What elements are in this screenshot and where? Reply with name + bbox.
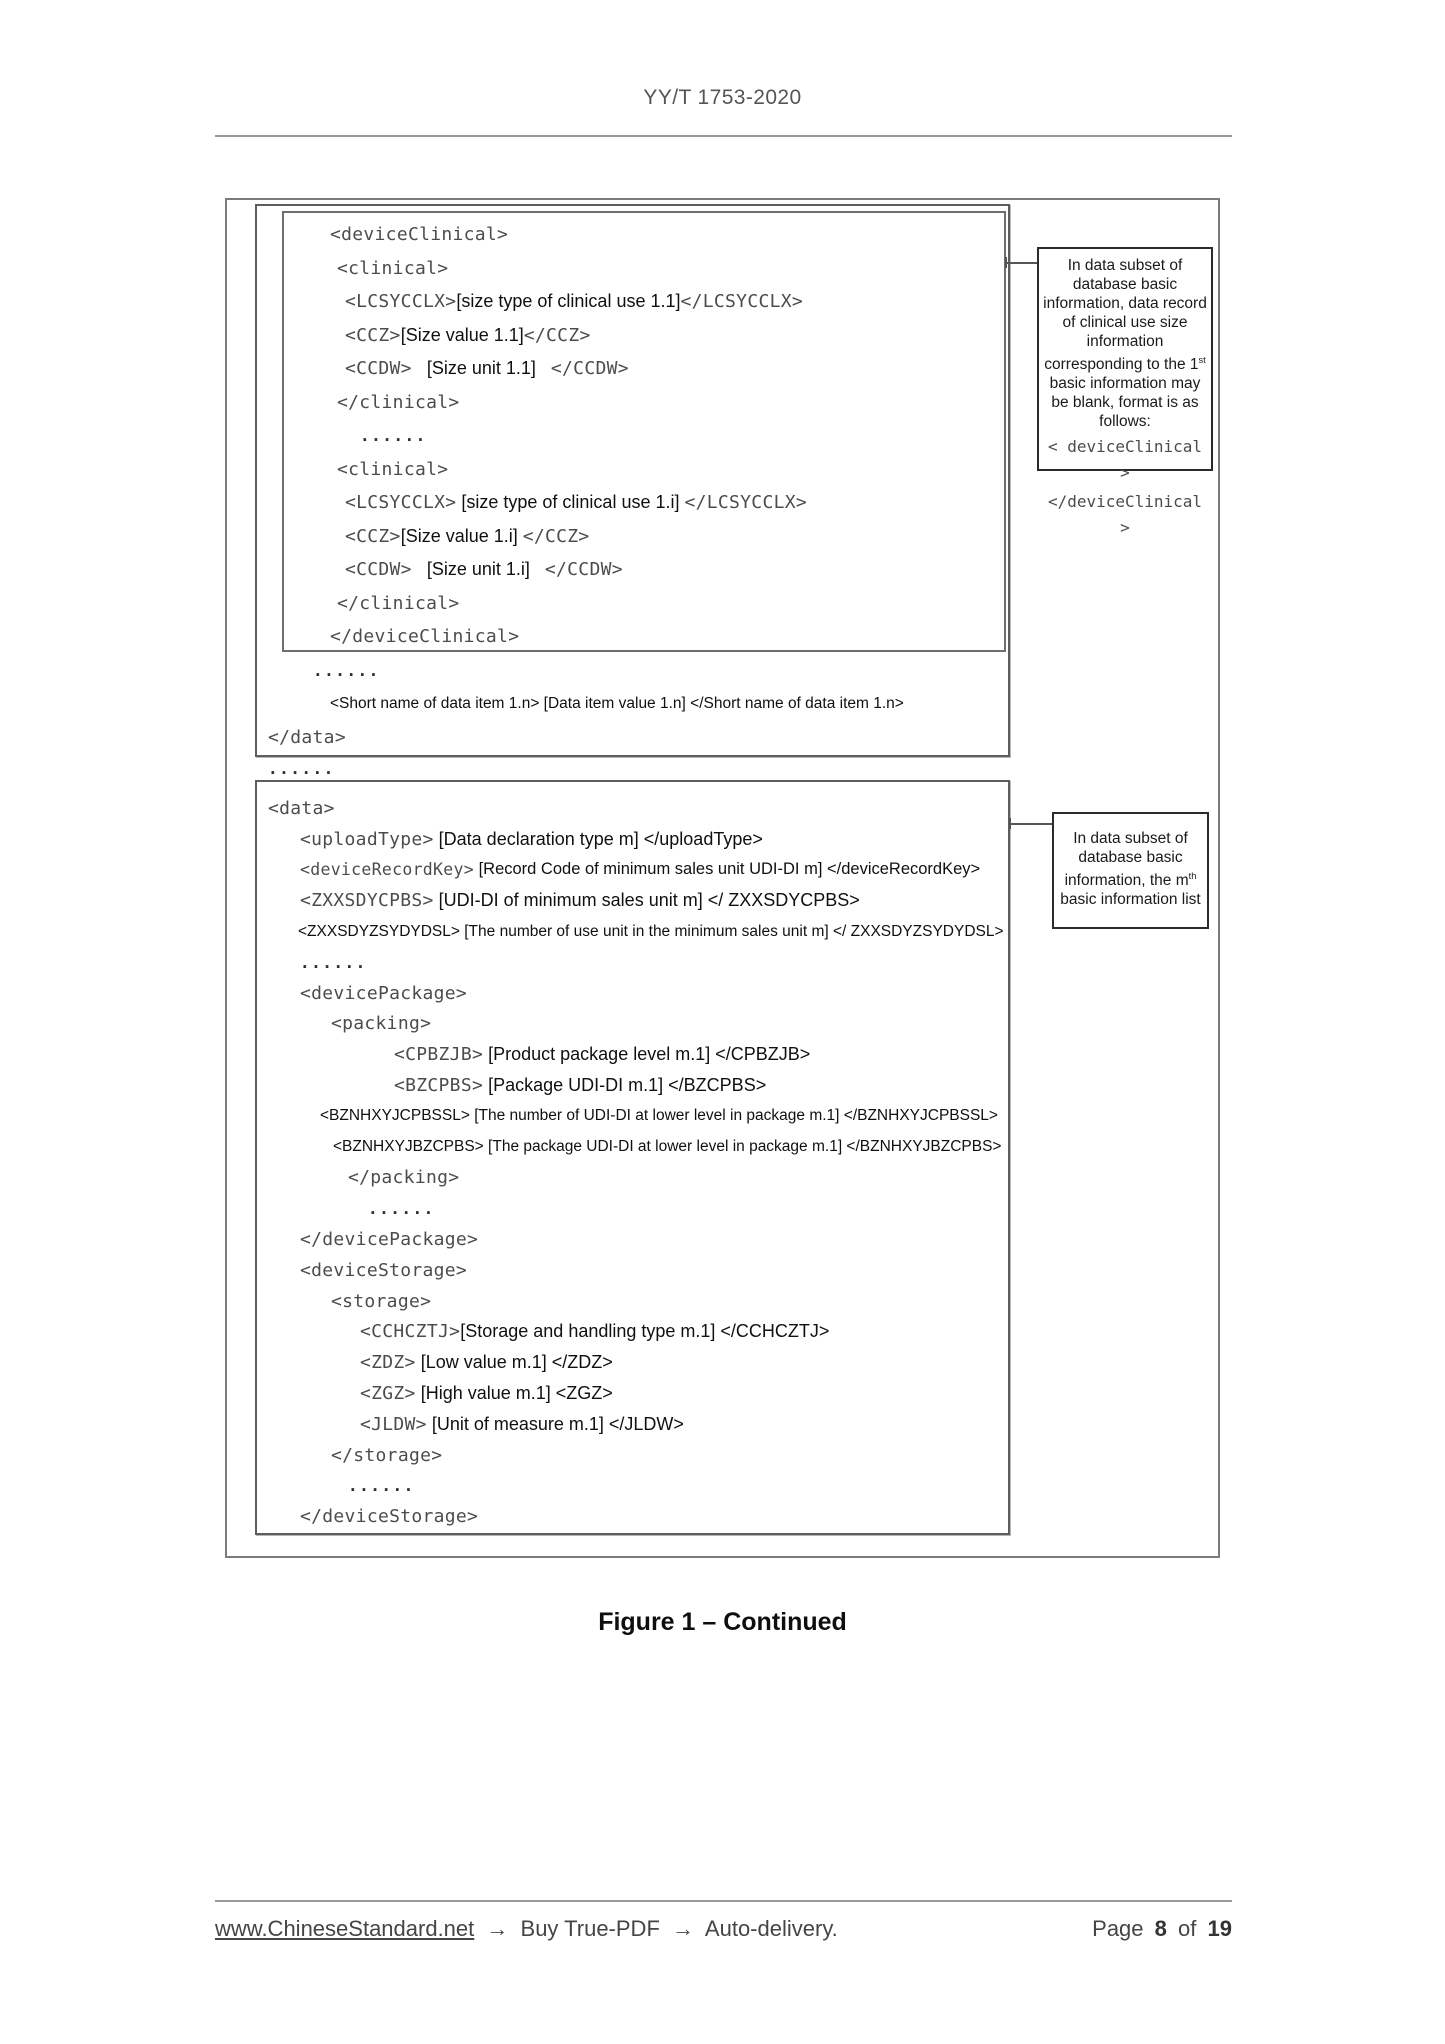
code-line: ...... bbox=[300, 952, 367, 972]
ellipsis-separator: ...... bbox=[268, 758, 335, 778]
code-line: <BZNHXYJBZCPBS> [The package UDI-DI at lower level in package m.1] </BZNHXYJBZCPBS> bbox=[333, 1138, 1002, 1156]
code-line: <CCDW> [Size unit 1.1] </CCDW> bbox=[345, 358, 629, 380]
connector-2-line bbox=[1010, 823, 1052, 825]
arrow-icon: → bbox=[672, 1916, 695, 1941]
code-line: <deviceClinical> bbox=[330, 224, 509, 246]
code-line: <CCHCZTJ> [Storage and handling type m.1] </CCHCZTJ> bbox=[360, 1321, 830, 1343]
data-block-1 bbox=[255, 204, 1010, 757]
code-line: ...... bbox=[348, 1476, 415, 1496]
code-line: <clinical> bbox=[337, 458, 449, 480]
code-line: <CCDW> [Size unit 1.i] </CCDW> bbox=[345, 559, 623, 581]
code-line: </data> bbox=[268, 726, 346, 748]
of-label: of bbox=[1178, 1916, 1197, 1941]
callout-clinical-note bbox=[1037, 247, 1213, 538]
code-line: <ZXXSDYCPBS> [UDI-DI of minimum sales unit m] </ ZXXSDYCPBS> bbox=[300, 890, 860, 912]
page-indicator bbox=[1087, 1916, 1232, 1942]
figure-caption: Figure 1 – Continued bbox=[598, 1608, 847, 1636]
code-line: <BZNHXYJCPBSSL> [The number of UDI-DI at lower level in package m.1] </BZNHXYJCPBSSL> bbox=[320, 1107, 998, 1125]
code-line: <CPBZJB> [Product package level m.1] </CPBZJB> bbox=[394, 1044, 811, 1066]
header-rule bbox=[215, 135, 1232, 137]
footer-rule bbox=[215, 1900, 1232, 1902]
code-line: <Short name of data item 1.n> [Data item value 1.n] </Short name of data item 1.n> bbox=[330, 694, 904, 712]
code-line: </deviceStorage> bbox=[300, 1506, 479, 1528]
code-line: </deviceClinical> bbox=[330, 626, 520, 648]
code-line: ...... bbox=[313, 660, 380, 680]
page-title: YY/T 1753-2020 bbox=[643, 86, 802, 109]
page-number: 8 bbox=[1154, 1916, 1167, 1941]
code-line: <LCSYCCLX> [size type of clinical use 1.1] </LCSYCCLX> bbox=[345, 291, 804, 313]
arrow-icon: → bbox=[486, 1916, 509, 1941]
code-line: <uploadType> [Data declaration type m] </uploadType> bbox=[300, 828, 763, 850]
connector-1-tick bbox=[1005, 257, 1007, 268]
code-line: <BZCPBS> [Package UDI-DI m.1] </BZCPBS> bbox=[394, 1075, 767, 1097]
callout-text: In data subset of database basic information, the $m^{th}$ basic information list bbox=[1060, 830, 1201, 909]
code-line: </devicePackage> bbox=[300, 1229, 479, 1251]
callout-code-close-tag: </deviceClinical > bbox=[1047, 492, 1203, 538]
code-line: <ZGZ> [High value m.1] <ZGZ> bbox=[360, 1383, 613, 1405]
code-line: <packing> bbox=[331, 1013, 432, 1035]
code-line: ...... bbox=[360, 426, 427, 446]
code-line: <devicePackage> bbox=[300, 982, 468, 1004]
code-line: </clinical> bbox=[337, 391, 460, 413]
code-line: <CCZ> [Size value 1.i] </CCZ> bbox=[345, 525, 590, 547]
code-line: <data> bbox=[268, 797, 335, 819]
code-line: ...... bbox=[368, 1199, 435, 1219]
code-line: </packing> bbox=[348, 1167, 460, 1189]
connector-2-tick bbox=[1009, 818, 1011, 829]
footer-buy-text: Buy True-PDF bbox=[520, 1916, 660, 1941]
code-line: <deviceRecordKey> [Record Code of minimum sales unit UDI-DI m] </deviceRecordKey> bbox=[300, 860, 981, 880]
device-clinical-box bbox=[282, 211, 1006, 652]
footer-left bbox=[215, 1916, 844, 1942]
data-block-2 bbox=[255, 780, 1010, 1535]
footer-link[interactable]: www.ChineseStandard.net bbox=[215, 1916, 475, 1941]
callout-code-open-tag: < deviceClinical > bbox=[1047, 437, 1203, 483]
code-line: <deviceStorage> bbox=[300, 1259, 468, 1281]
page-label: Page bbox=[1092, 1916, 1144, 1941]
total-pages: 19 bbox=[1207, 1916, 1232, 1941]
footer-delivery-text: Auto-delivery. bbox=[704, 1916, 838, 1941]
code-line: <LCSYCCLX> [size type of clinical use 1.i] </LCSYCCLX> bbox=[345, 492, 807, 514]
code-line: <ZXXSDYZSYDYDSL> [The number of use unit in the minimum sales unit m] </ ZXXSDYZSYDYDSL> bbox=[298, 922, 1004, 940]
callout-basic-info-note bbox=[1052, 812, 1209, 929]
code-line: <clinical> bbox=[337, 257, 449, 279]
callout-text: In data subset of database basic information, data record of clinical use size information corresponding to the 1st basic information may be blank, format is as follows: bbox=[1043, 257, 1207, 431]
code-line: </storage> bbox=[331, 1444, 443, 1466]
footer bbox=[215, 1916, 1232, 1942]
connector-1-line bbox=[1006, 262, 1037, 264]
code-line: <storage> bbox=[331, 1290, 432, 1312]
code-line: <CCZ> [Size value 1.1] </CCZ> bbox=[345, 324, 591, 346]
code-line: <ZDZ> [Low value m.1] </ZDZ> bbox=[360, 1352, 613, 1374]
code-line: </clinical> bbox=[337, 592, 460, 614]
code-line: <JLDW> [Unit of measure m.1] </JLDW> bbox=[360, 1413, 684, 1435]
